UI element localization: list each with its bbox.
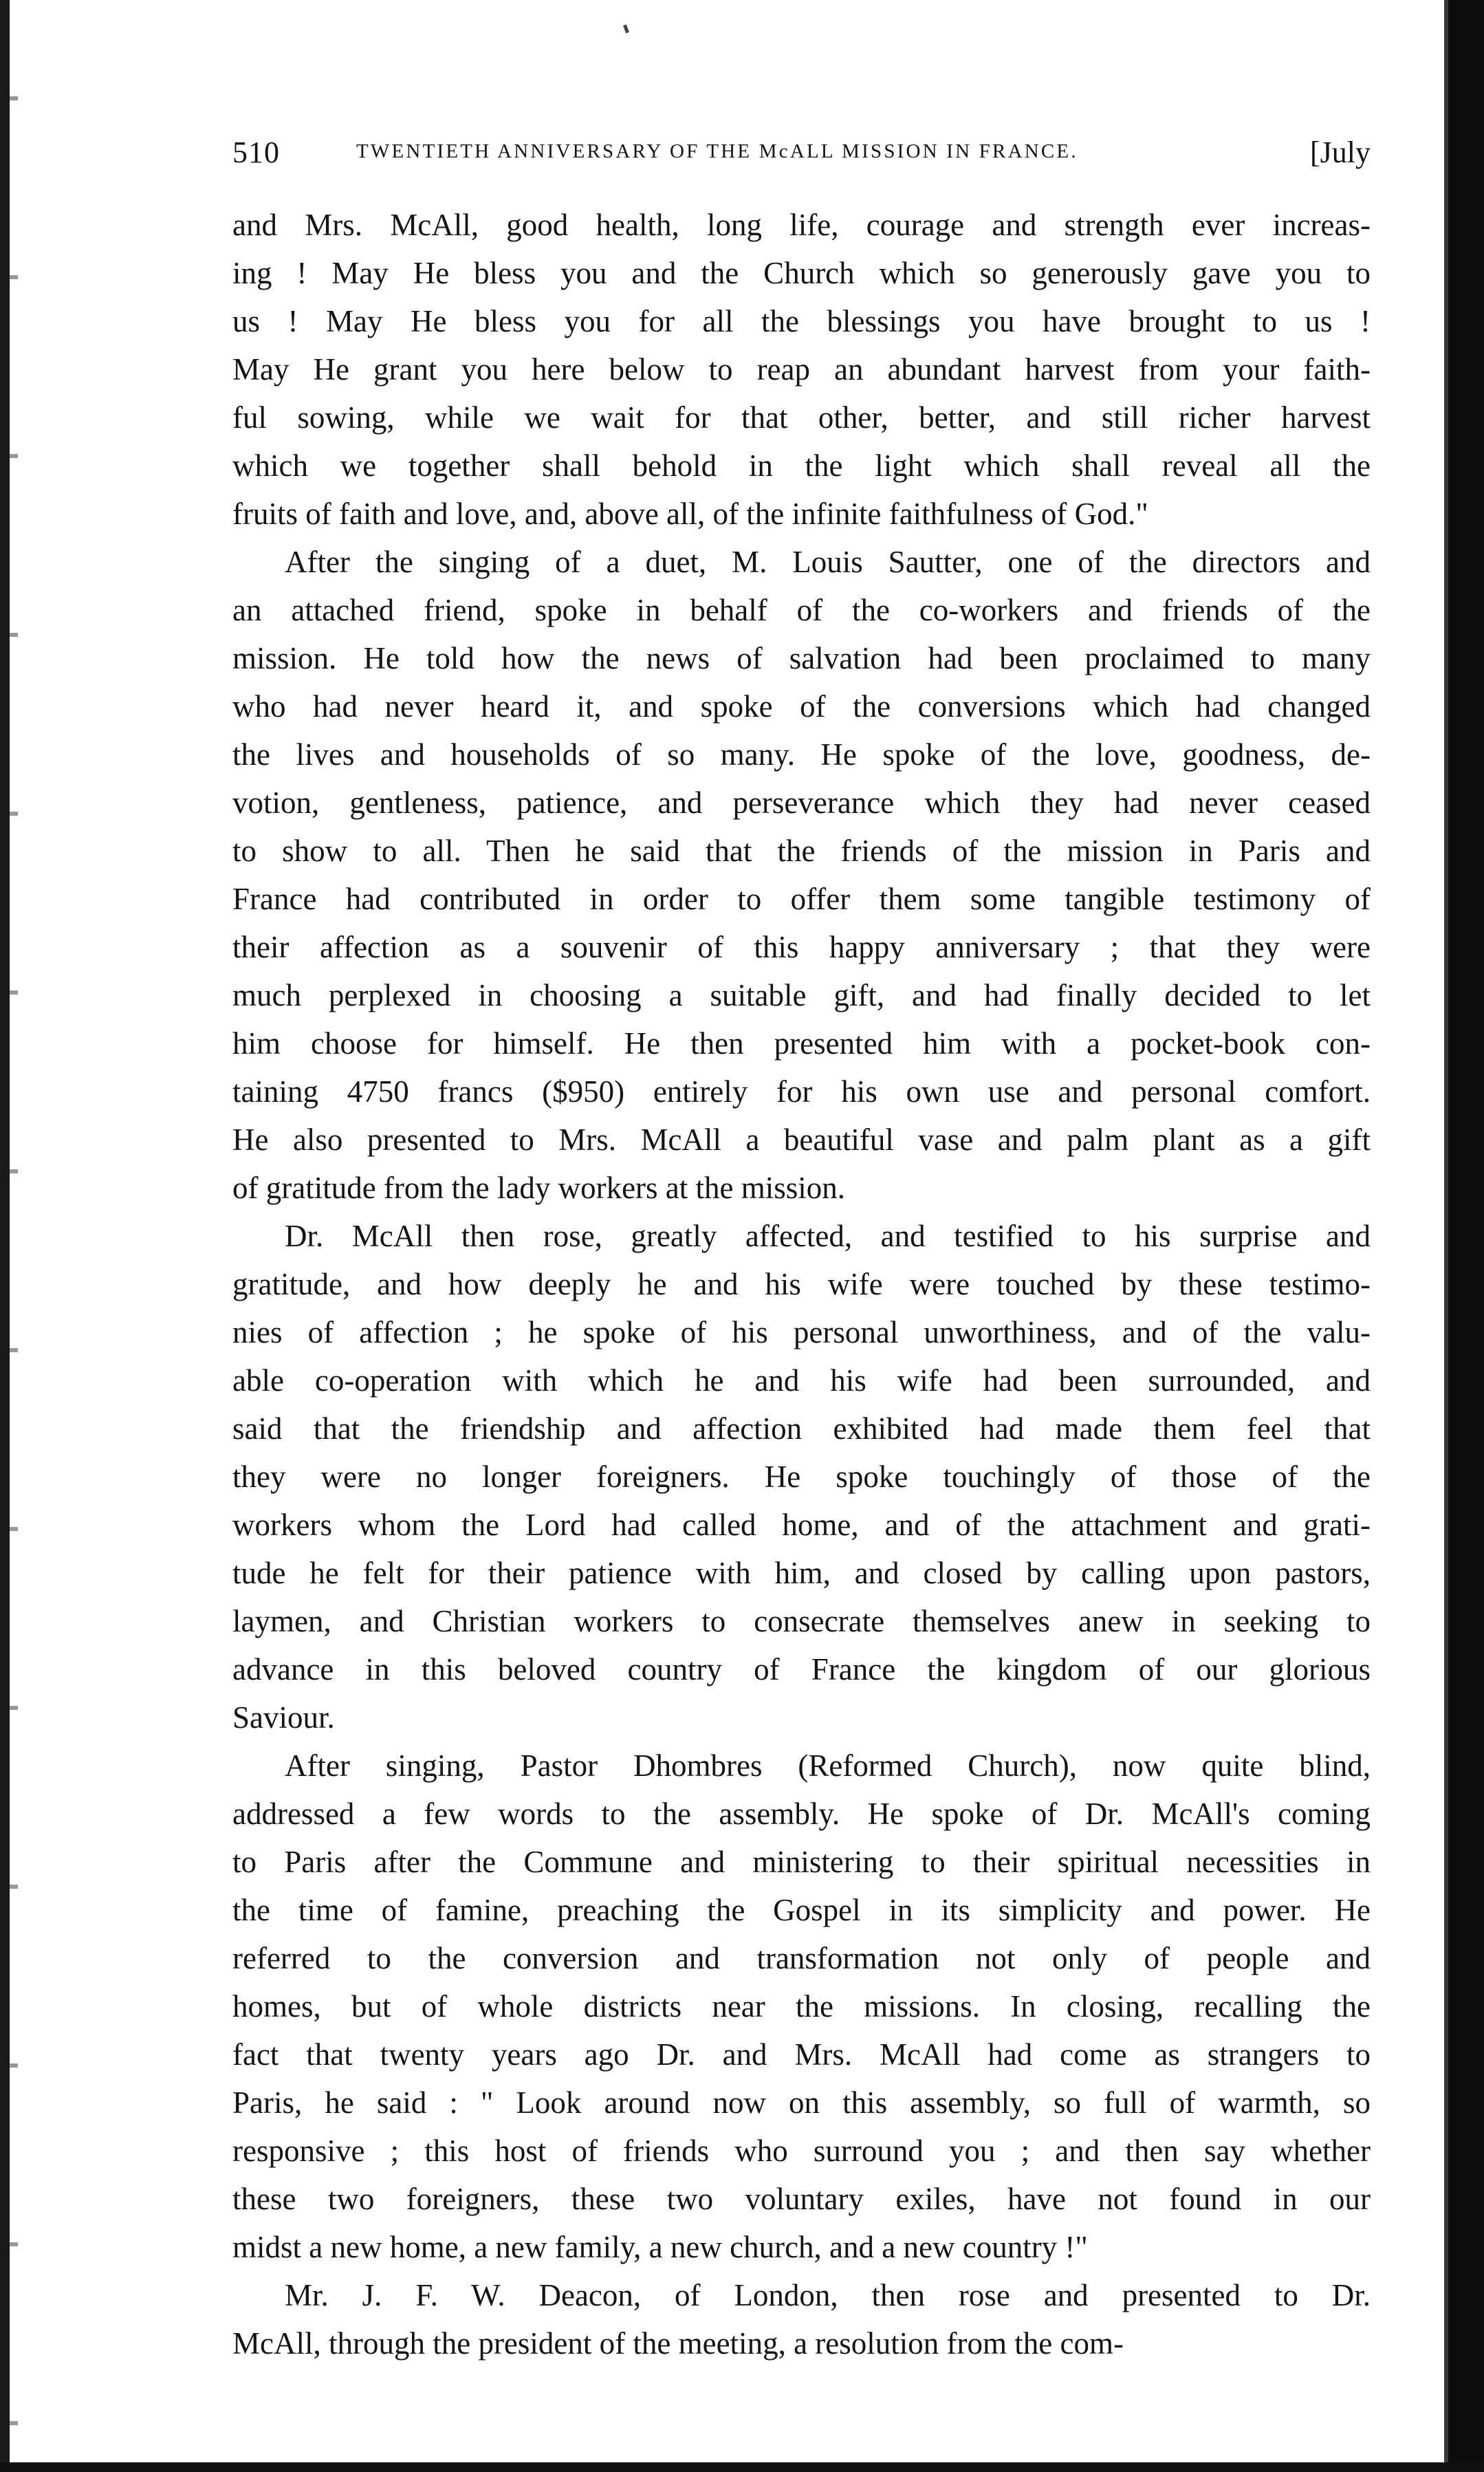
scan-right-edge xyxy=(1448,0,1484,2472)
text-line: responsive ; this host of friends who surround you ; and then say whether xyxy=(232,2134,1371,2168)
text-line: After singing, Pastor Dhombres (Reformed Church), now quite blind, xyxy=(285,1748,1371,1783)
text-line: of gratitude from the lady workers at the mission. xyxy=(232,1171,846,1205)
paragraph xyxy=(232,201,1371,538)
text-line: advance in this beloved country of France the kingdom of our glorious xyxy=(232,1652,1371,1687)
text-line: tude he felt for their patience with him, and closed by calling upon pastors, xyxy=(232,1556,1371,1590)
text-line: fact that twenty years ago Dr. and Mrs. McAll had come as strangers to xyxy=(232,2037,1371,2072)
text-line: laymen, and Christian workers to consecrate themselves anew in seeking to xyxy=(232,1604,1371,1638)
text-line: May He grant you here below to reap an abundant harvest from your faith- xyxy=(232,352,1371,387)
text-line: Mr. J. F. W. Deacon, of London, then rose and presented to Dr. xyxy=(285,2278,1371,2312)
paragraph xyxy=(232,1212,1371,1742)
text-line: After the singing of a duet, M. Louis Sautter, one of the directors and xyxy=(285,545,1371,579)
text-line: much perplexed in choosing a suitable gift, and had finally decided to let xyxy=(232,978,1371,1012)
text-line: workers whom the Lord had called home, and of the attachment and grati- xyxy=(232,1508,1371,1542)
text-line: fruits of faith and love, and, above all, of the infinite faithfulness of God." xyxy=(232,497,1148,531)
text-line: their affection as a souvenir of this happy anniversary ; that they were xyxy=(232,930,1371,964)
text-line: France had contributed in order to offer them some tangible testimony of xyxy=(232,882,1371,916)
text-line: to show to all. Then he said that the friends of the mission in Paris and xyxy=(232,834,1371,868)
text-line: him choose for himself. He then presented him with a pocket-book con- xyxy=(232,1026,1371,1061)
text-line: ing ! May He bless you and the Church which so generously gave you to xyxy=(232,256,1371,290)
text-line: they were no longer foreigners. He spoke touchingly of those of the xyxy=(232,1460,1371,1494)
text-line: who had never heard it, and spoke of the conversions which had changed xyxy=(232,689,1371,724)
scan-bottom-edge xyxy=(0,2462,1484,2472)
paragraph xyxy=(232,2271,1371,2367)
text-line: these two foreigners, these two voluntary exiles, have not found in our xyxy=(232,2182,1371,2216)
page-number: 510 xyxy=(232,135,280,169)
text-line: which we together shall behold in the light which shall reveal all the xyxy=(232,448,1371,483)
text-line: midst a new home, a new family, a new church, and a new country !" xyxy=(232,2230,1088,2264)
text-line: an attached friend, spoke in behalf of the co-workers and friends of the xyxy=(232,593,1371,627)
text-line: the lives and households of so many. He spoke of the love, goodness, de- xyxy=(232,737,1371,772)
text-line: McAll, through the president of the meeting, a resolution from the com- xyxy=(232,2326,1124,2361)
body-text xyxy=(232,201,1371,2367)
scan-left-marks xyxy=(10,0,18,2472)
text-line: taining 4750 francs ($950) entirely for his own use and personal comfort. xyxy=(232,1074,1371,1109)
scan-left-edge xyxy=(0,0,10,2472)
text-line: homes, but of whole districts near the missions. In closing, recalling the xyxy=(232,1989,1371,2024)
running-date: [July xyxy=(1310,135,1371,169)
text-line: votion, gentleness, patience, and perseverance which they had never ceased xyxy=(232,785,1371,820)
text-line: addressed a few words to the assembly. He spoke of Dr. McAll's coming xyxy=(232,1797,1371,1831)
text-line: the time of famine, preaching the Gospel in its simplicity and power. He xyxy=(232,1893,1371,1927)
paragraph xyxy=(232,538,1371,1212)
paragraph xyxy=(232,1742,1371,2271)
text-line: mission. He told how the news of salvation had been proclaimed to many xyxy=(232,641,1371,675)
text-line: nies of affection ; he spoke of his personal unworthiness, and of the valu- xyxy=(232,1315,1371,1349)
text-line: to Paris after the Commune and ministering to their spiritual necessities in xyxy=(232,1845,1371,1879)
text-line: Saviour. xyxy=(232,1700,335,1735)
text-line: He also presented to Mrs. McAll a beautiful vase and palm plant as a gift xyxy=(232,1123,1371,1157)
scan-speck xyxy=(623,25,629,34)
running-head xyxy=(232,135,1371,176)
text-line: and Mrs. McAll, good health, long life, courage and strength ever increas- xyxy=(232,208,1371,242)
running-title: TWENTIETH ANNIVERSARY OF THE McALL MISSION IN FRANCE. xyxy=(356,140,1078,162)
text-line: us ! May He bless you for all the blessings you have brought to us ! xyxy=(232,304,1371,338)
text-line: able co-operation with which he and his wife had been surrounded, and xyxy=(232,1363,1371,1398)
text-line: referred to the conversion and transformation not only of people and xyxy=(232,1941,1371,1975)
text-line: Dr. McAll then rose, greatly affected, and testified to his surprise and xyxy=(285,1219,1371,1253)
text-line: gratitude, and how deeply he and his wife were touched by these testimo- xyxy=(232,1267,1371,1301)
text-line: ful sowing, while we wait for that other, better, and still richer harvest xyxy=(232,400,1371,435)
text-line: said that the friendship and affection exhibited had made them feel that xyxy=(232,1411,1371,1446)
text-line: Paris, he said : " Look around now on this assembly, so full of warmth, so xyxy=(232,2085,1371,2120)
